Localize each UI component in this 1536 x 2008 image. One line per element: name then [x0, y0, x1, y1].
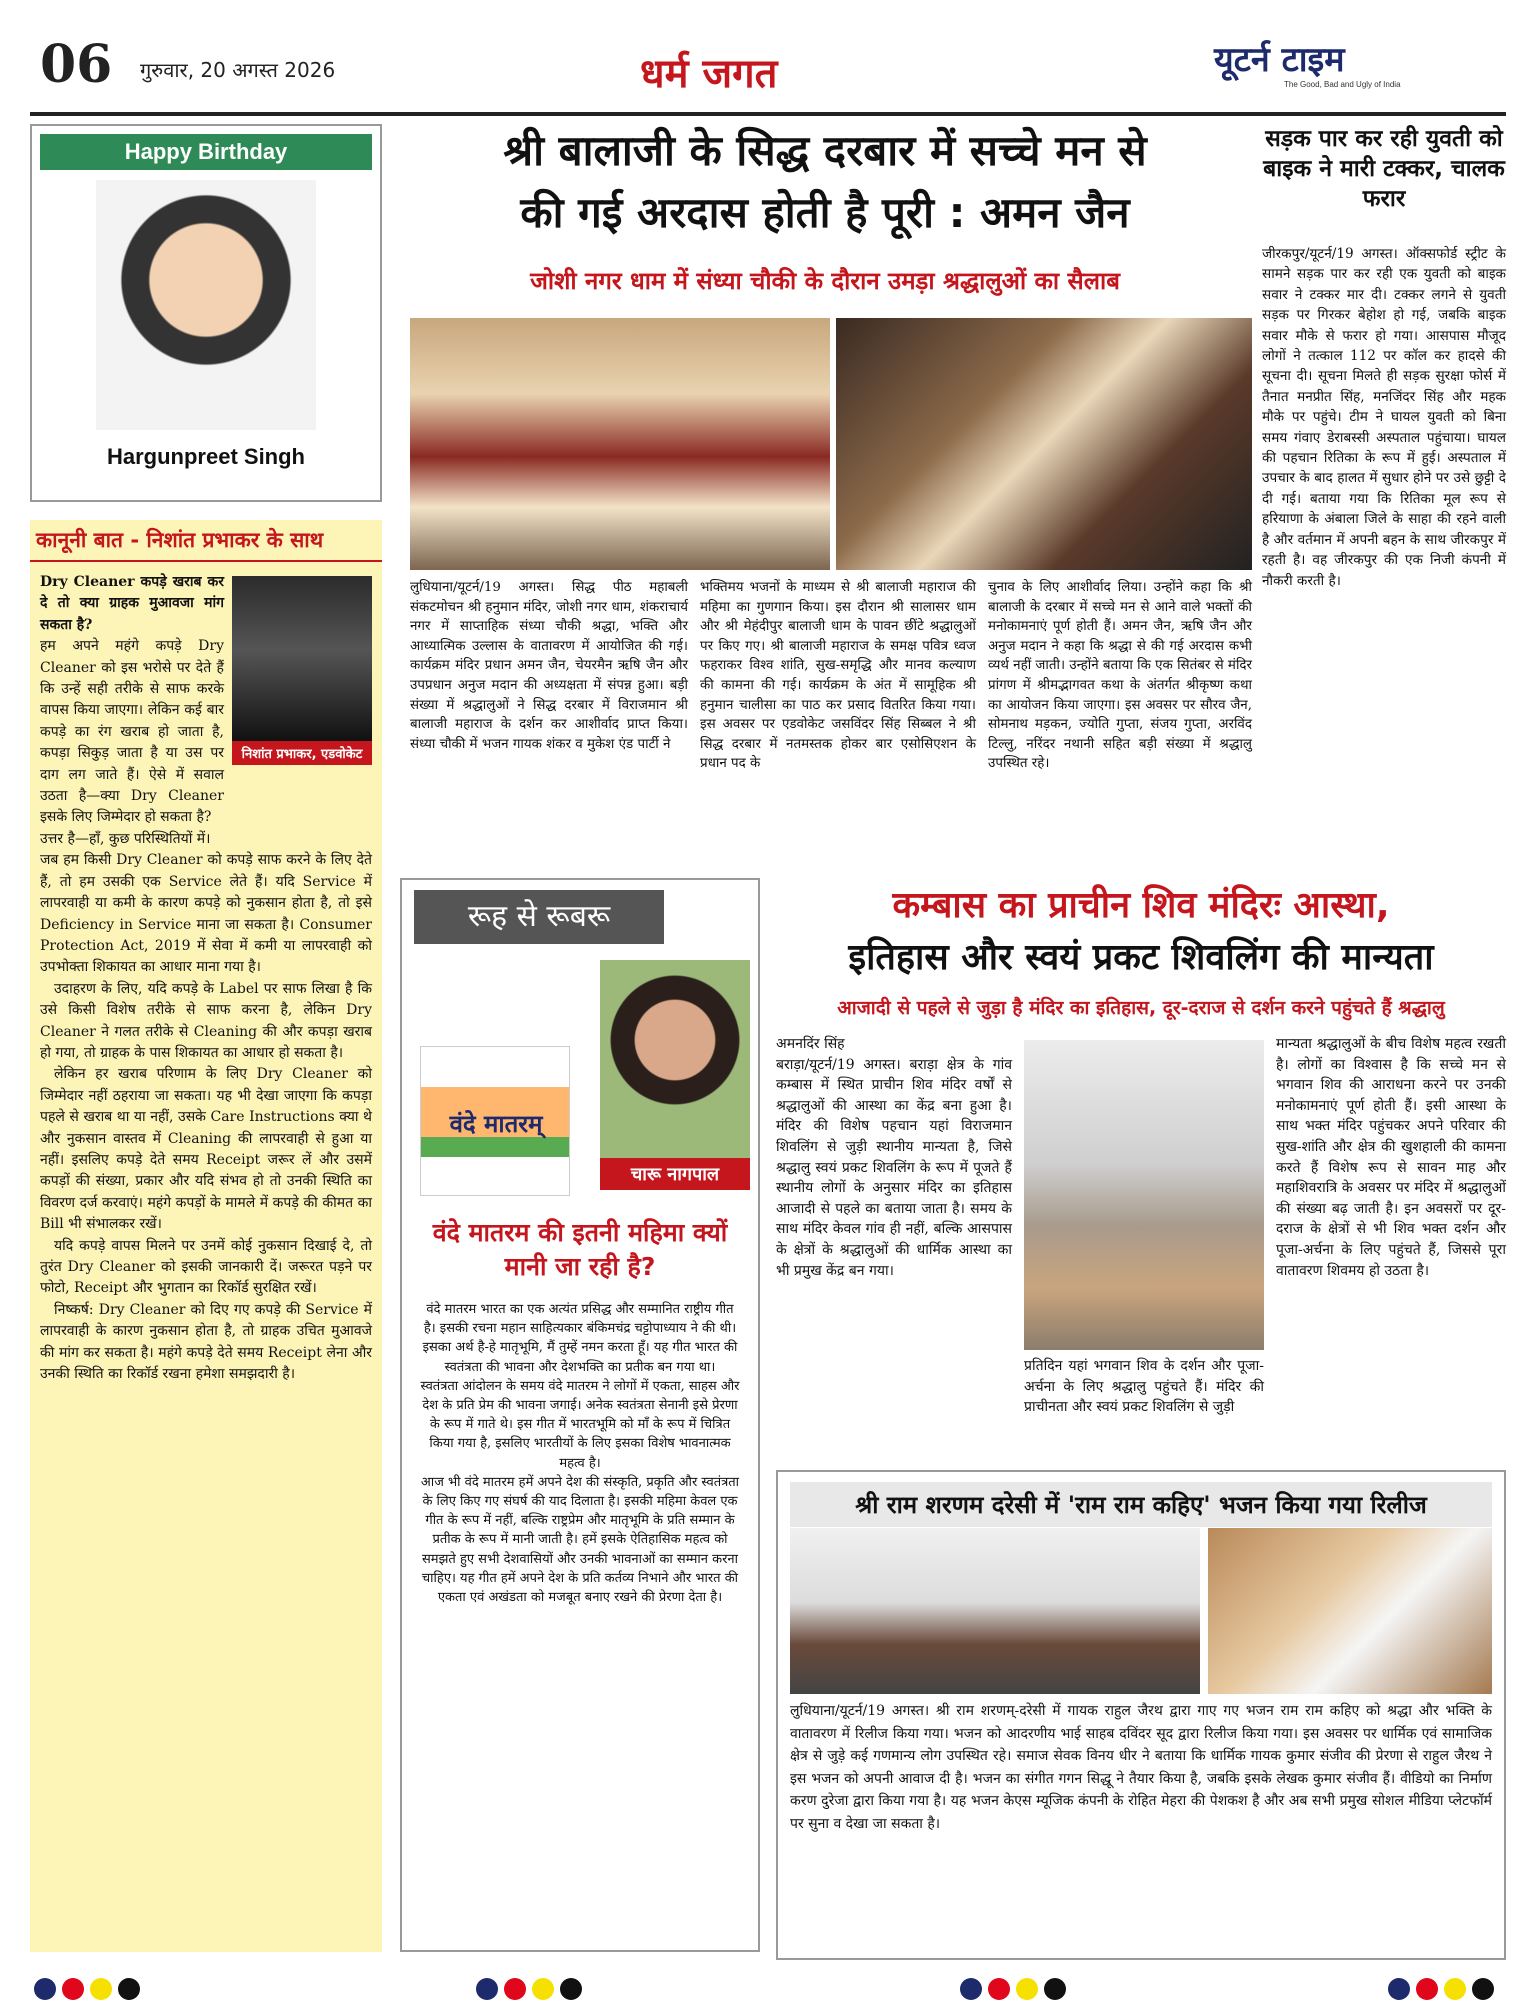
shiv-photo [1024, 1040, 1264, 1350]
main-col-3: चुनाव के लिए आशीर्वाद लिया। उन्होंने कहा कि श्री बालाजी के दरबार में सच्चे मन से आने वाले भक्तों की मनोकामनाएं पूर्ण होती हैं। अमन जैन, ऋषि जैन और अनुज मदान ने कहा कि श्रद्धा से की गई अरदास कभी व्यर्थ नहीं जाती। उन्होंने बताया कि एक सितंबर से मंदिर प्रांगण में श्रीमद्भागवत कथा के अंतर्गत श्रीकृष्ण कथा का आयोजन किया जाएगा। इस अवसर पर सौरव जैन, सोमनाथ मड़कन, ज्योति गुप्ता, संजय गुप्ता, अरविंद टिल्लु, नरिंदर नथानी सहित बड़ी संख्या में श्रद्धालु उपस्थित रहे। [988, 580, 1252, 772]
color-register-center [476, 1978, 582, 2000]
accident-text: ऑक्सफोर्ड स्ट्रीट के सामने सड़क पार कर रही एक युवती को बाइक सवार ने टक्कर मार दी। टक्कर लगने से युवती सड़क पर गिरकर बेहोश हो गई, जबकि बाइक सवार मौके से फरार हो गया। आसपास मौजूद लोगों ने तत्काल 112 पर कॉल कर हादसे की सूचना दी। सूचना मिलते ही सड़क सुरक्षा फोर्स में तैनात मनप्रीत सिंह, मनजिंदर सिंह और महक मौके पर पहुंचे। टीम ने घायल युवती को बिना समय गंवाए डेराबस्सी अस्पताल पहुंचाया। घायल की पहचान रितिका के रूप में हुई। अस्पताल में उपचार के बाद हालत में सुधार होने पर उसे छुट्टी दे दी गई। बताया गया कि रितिका मूल रूप से हरियाणा के अंबाला जिले के साहा की रहने वाली है और वर्तमान में अपनी बहन के साथ जीरकपुर में रहती है। वह जीरकपुर की एक निजी कंपनी में नौकरी करती है। [1262, 246, 1506, 589]
accident-headline: सड़क पार कर रही युवती को बाइक ने मारी टक्कर, चालक फरार [1263, 126, 1505, 212]
main-col-1: लुधियाना/यूटर्न/19 अगस्त। सिद्ध पीठ महाबली संकटमोचन श्री हनुमान मंदिर, जोशी नगर धाम, शंकराचार्य नगर में साप्ताहिक संध्या चौकी श्रद्धा, भक्ति और आध्यात्मिक उल्लास के वातावरण में आयोजित की गई। कार्यक्रम मंदिर प्रधान अमन जैन, चेयरमैन ऋषि जैन और उपप्रधान अनुज मदान की अध्यक्षता में संपन्न हुआ। बड़ी संख्या में श्रद्धालुओं ने सिद्ध दरबार में विराजमान श्री बालाजी महाराज के दर्शन कर आशीर्वाद प्राप्त किया। संध्या चौकी में भजन गायक शंकर व मुकेश एंड पार्टी ने [410, 580, 688, 752]
color-register-left [34, 1978, 140, 2000]
legal-para: लेकिन हर खराब परिणाम के लिए Dry Cleaner को जिम्मेदार नहीं ठहराया जा सकता। यह भी देखा जाएगा कि कपड़ा पहले से खराब था या नहीं, उसके Care Instructions क्या थे और नुकसान वास्तव में Cleaning की लापरवाही से हुआ या नहीं। इसलिए कपड़े देते समय Receipt जरूर लें और उसमें कपड़ों की संख्या, प्रकार और यदि संभव हो तो उनकी स्थिति का विवरण दर्ज करवाएं। महंगे कपड़ों के मामले में कपड़े की कीमत का Bill भी संभालकर रखें। [40, 1066, 372, 1233]
bhajan-headline: श्री राम शरणम दरेसी में 'राम राम कहिए' भजन किया गया रिलीज [790, 1482, 1492, 1527]
date-line: गुरुवार, 20 अगस्त 2026 [140, 58, 336, 82]
page-number: 06 [40, 34, 113, 95]
legal-para: यदि कपड़े वापस मिलने पर उनमें कोई नुकसान दिखाई दे, तो तुरंत Dry Cleaner को इसकी जानकारी दें। जरूरत पड़ने पर फोटो, Receipt और भुगतान का रिकॉर्ड सुरक्षित रखें। [40, 1237, 372, 1297]
birthday-title: Happy Birthday [40, 134, 372, 170]
bhajan-body: लुधियाना/यूटर्न/19 अगस्त। श्री राम शरणम्-दरेसी में गायक राहुल जैरथ द्वारा गाए गए भजन राम राम कहिए को श्रद्धा और भक्ति के वातावरण में रिलीज किया गया। भजन को आदरणीय भाई साहब दविंदर सूद द्वारा रिलीज किया गया। इस अवसर पर धार्मिक एवं सामाजिक क्षेत्र से जुड़े कई गणमान्य लोग उपस्थित रहे। समाज सेवक विनय धीर ने बताया कि धार्मिक गायक कुमार संजीव की प्रेरणा से राहुल जैरथ ने इस भजन को अपनी आवाज दी है। भजन का संगीत गगन सिद्धू ने तैयार किया है, जबकि इसके लेखक कुमार संजीव हैं। वीडियो का निर्माण करण दुरेजा द्वारा किया गया है। यह भजन केएस म्यूजिक कंपनी के रोहित मेहरा की पेशकश है और अब सभी प्रमुख सोशल मीडिया प्लेटफॉर्म पर सुना व देखा जा सकता है। [790, 1703, 1492, 1832]
logo-caption: वंदे मातरम् [449, 1110, 543, 1138]
main-photo-left [410, 318, 830, 570]
header-rule [30, 112, 1506, 116]
opinion-para: आज भी वंदे मातरम हमें अपने देश की संस्कृति, प्रकृति और स्वतंत्रता के लिए किए गए संघर्ष की याद दिलाता है। इसकी महिमा केवल एक गीत के रूप में नहीं, बल्कि राष्ट्रप्रेम और मातृभूमि के प्रति सम्मान के प्रतीक के रूप में मानी जाती है। हमें इसके ऐतिहासिक महत्व को समझते हुए सभी देशवासियों और उनकी भावनाओं का सम्मान करना चाहिए। यह गीत हमें अपने देश के प्रति कर्तव्य निभाने और भारत की एकता एवं अखंडता को मजबूत बनाए रखने की प्रेरणा देता है। [420, 1474, 740, 1606]
advocate-photo [232, 576, 372, 781]
main-headline [400, 120, 1250, 244]
legal-column [30, 520, 382, 1952]
legal-para: हम अपने महंगे कपड़े Dry Cleaner को इस भरोसे पर देते हैं कि उन्हें सही तरीके से साफ करके वापस किया जाएगा। लेकिन कई बार कपड़े का रंग खराब हो जाता है, कपड़ा सिकुड़ जाता है या उस पर दाग लग जाते हैं। ऐसे में सवाल उठता है—क्या Dry Cleaner इसके लिए जिम्मेदार हो सकता है? [40, 638, 224, 826]
accident-body [1262, 244, 1506, 591]
shiv-subhead: आजादी से पहले से जुड़ा है मंदिर का इतिहास, दूर-दराज से दर्शन करने पहुंचते हैं श्रद्धालु [837, 997, 1445, 1019]
legal-para: जब हम किसी Dry Cleaner को कपड़े साफ करने के लिए देते हैं, तो हम उसकी एक Service लेते हैं। यदि Service में लापरवाही या कमी के कारण कपड़े को नुकसान होता है, तो इसे Deficiency in Service माना जा सकता है। Consumer Protection Act, 2019 में सेवा में कमी या लापरवाही को उपभोक्ता शिकायत का आधार माना गया है। [40, 852, 372, 976]
shiv-col-2: प्रतिदिन यहां भगवान शिव के दर्शन और पूजा-अर्चना के लिए श्रद्धालु पहुंचते हैं। मंदिर की प्राचीनता और स्वयं प्रकट शिवलिंग से जुड़ी [1024, 1358, 1264, 1416]
section-title: धर्म जगत [640, 51, 778, 97]
color-register-mid [960, 1978, 1066, 2000]
legal-para: उत्तर है—हाँ, कुछ परिस्थितियों में। [40, 830, 211, 847]
bhajan-photo-right [1208, 1528, 1492, 1694]
birthday-photo [96, 180, 316, 430]
main-headline-line2: की गई अरदास होती है पूरी : अमन जैन [520, 188, 1130, 237]
advocate-caption: निशांत प्रभाकर, एडवोकेट [232, 741, 372, 765]
bhajan-photo-left [790, 1528, 1200, 1694]
shiv-headline-line1: कम्बास का प्राचीन शिव मंदिरः आस्था, [892, 885, 1390, 926]
author-name: चारू नागपाल [600, 1158, 750, 1190]
opinion-para: स्वतंत्रता आंदोलन के समय वंदे मातरम ने लोगों में एकता, साहस और देश के प्रति प्रेम की भावना जगाई। अनेक स्वतंत्रता सेनानी इसे प्रेरणा के रूप में गाते थे। इस गीत में भारतभूमि को माँ के रूप में चित्रित किया गया है, इसलिए भारतीयों के लिए इसका विशेष भावनात्मक महत्व है। [420, 1378, 740, 1471]
logo-text: यूटर्न टाइम [1214, 40, 1345, 80]
opinion-title: रूह से रूबरू [414, 890, 664, 944]
shiv-byline: अमनदिंर सिंह [776, 1036, 845, 1052]
shiv-col-3: मान्यता श्रद्धालुओं के बीच विशेष महत्व रखती है। लोगों का विश्वास है कि सच्चे मन से भगवान शिव की आराधना करने पर उनकी मनोकामनाएं पूर्ण होती हैं। इसी आस्था के साथ भक्त मंदिर पहुंचकर अपने परिवार की सुख-शांति और क्षेत्र की खुशहाली की कामना करते हैं विशेष रूप से सावन माह और महाशिवरात्रि के अवसर पर मंदिर में श्रद्धालुओं की संख्या बढ़ जाती है। इन अवसरों पर दूर-दराज के क्षेत्रों से भी शिव भक्त दर्शन और पूजा-अर्चना के लिए पहुंचते हैं, जिससे पूरा वातावरण शिवमय हो उठता है। [1276, 1036, 1506, 1279]
legal-para: निष्कर्ष: Dry Cleaner को दिए गए कपड़े की Service में लापरवाही के कारण नुकसान होता है, तो ग्राहक उचित मुआवजे की मांग कर सकता है। महंगे कपड़े देते समय Receipt लेना और उनकी स्थिति का रिकॉर्ड रखना हमेशा समझदारी है। [40, 1301, 372, 1383]
shiv-col-1 [776, 1034, 1012, 1281]
author-photo [600, 960, 750, 1160]
opinion-body [420, 1300, 740, 1607]
vande-mataram-logo [420, 1046, 570, 1196]
shiv-headline-line2: इतिहास और स्वयं प्रकट शिवलिंग की मान्यता [848, 937, 1434, 978]
main-photo-right [836, 318, 1252, 570]
main-subhead: जोशी नगर धाम में संध्या चौकी के दौरान उमड़ा श्रद्धालुओं का सैलाब [530, 267, 1120, 295]
legal-title: कानूनी बात - निशांत प्रभाकर के साथ [30, 520, 382, 562]
birthday-name: Hargunpreet Singh [106, 444, 305, 469]
accident-dateline: जीरकपुर/यूटर्न/19 अगस्त। [1262, 246, 1398, 262]
legal-para: उदाहरण के लिए, यदि कपड़े के Label पर साफ लिखा है कि उसे किसी विशेष तरीके से साफ करना है, लेकिन Dry Cleaner ने गलत तरीके से Cleaning की और कपड़ा खराब हो गया, तो ग्राहक के पास शिकायत का आधार हो सकता है। [40, 980, 372, 1061]
main-col-2: भक्तिमय भजनों के माध्यम से श्री बालाजी महाराज की महिमा का गुणगान किया। इस दौरान श्री सालासर धाम और श्री मेहंदीपुर बालाजी धाम के पावन छींटे श्रद्धालुओं पर किए गए। श्री बालाजी महाराज के समक्ष पवित्र ध्वज फहराकर विश्व शांति, सुख-समृद्धि और मानव कल्याण की कामना की गई। कार्यक्रम के अंत में सामूहिक श्री हनुमान चालीसा का पाठ कर प्रसाद वितरित किया गया। इस अवसर पर एडवोकेट जसविंदर सिंह सिब्बल ने श्री सिद्ध दरबार में नतमस्तक होकर बार एसोसिएशन के प्रधान पद के [700, 580, 976, 772]
birthday-box [30, 124, 382, 502]
shiv-col1-text: बराड़ा/यूटर्न/19 अगस्त। बराड़ा क्षेत्र के गांव कम्बास में स्थित प्राचीन शिव मंदिर वर्षों से श्रद्धालुओं की आस्था का केंद्र बना हुआ है। मंदिर की विशेष पहचान यहां विराजमान शिवलिंग से जुड़ी स्थानीय मान्यता है, जिसे श्रद्धालु स्वयं प्रकट शिवलिंग के रूप में पूजते हैं स्थानीय लोगों के अनुसार मंदिर का इतिहास आजादी से पहले का बताया जाता है। समय के साथ मंदिर केवल गांव ही नहीं, बल्कि आसपास के क्षेत्रों के श्रद्धालुओं की धार्मिक आस्था का भी प्रमुख केंद्र बन गया। [776, 1056, 1012, 1279]
main-headline-line1: श्री बालाजी के सिद्ध दरबार में सच्चे मन से [503, 126, 1147, 175]
masthead-logo [1214, 40, 1504, 94]
opinion-para: वंदे मातरम भारत का एक अत्यंत प्रसिद्ध और सम्मानित राष्ट्रीय गीत है। इसकी रचना महान साहित्यकार बंकिमचंद्र चट्टोपाध्याय ने की थी। इसका अर्थ है-हे मातृभूमि, मैं तुम्हें नमन करता हूँ। यह गीत भारत की स्वतंत्रता की भावना और देशभक्ति का प्रतीक बन गया था। [422, 1302, 738, 1375]
logo-tagline: The Good, Bad and Ugly of India [1284, 80, 1401, 89]
opinion-headline: वंदे मातरम की इतनी महिमा क्यों मानी जा रही है? [432, 1218, 728, 1281]
color-register-right [1388, 1978, 1494, 2000]
legal-intro: Dry Cleaner कपड़े खराब कर दे तो क्या ग्राहक मुआवजा मांग सकता है? [40, 574, 224, 633]
shiv-headline [776, 880, 1506, 984]
